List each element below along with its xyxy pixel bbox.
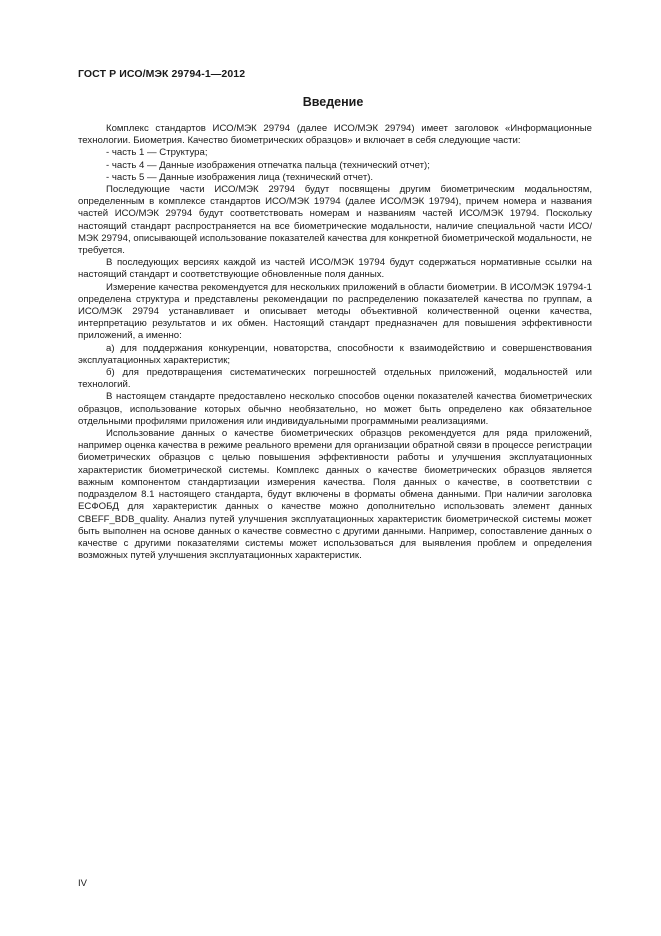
paragraph: В настоящем стандарте предоставлено несколько способов оценки показателей качества биометрических образцов, использование которых обычно необязательно, но может быть определено как обязательное отдельными профилями приложения или индивидуальными программными реализациями.	[78, 391, 592, 427]
paragraph: В последующих версиях каждой из частей ИСО/МЭК 19794 будут содержаться нормативные ссылки на настоящий стандарт и соответствующие обновленные поля данных.	[78, 257, 592, 281]
paragraph: Использование данных о качестве биометрических образцов рекомендуется для ряда приложений, например оценка качества в режиме реального времени для организации обратной связи в процессе регистрации биометрических образцов с целью повышения эффективности работы и улучшения эксплуатационных характеристик биометрической системы. Комплекс данных о качестве биометрических образцов является важным компонентом стандартизации измерения качества. Поля данных о качестве, в соответствии с подразделом 8.1 настоящего стандарта, будут включены в форматы обмена данными. При наличии заголовка ЕСФОБД для характеристик данных о качестве можно дополнительно использовать элемент данных CBEFF_BDB_quality. Анализ путей улучшения эксплуатационных характеристик биометрической системы может быть выполнен на основе данных о качестве совместно с другими данными. Например, сопоставление данных о качестве с другими показателями системы может использоваться для выявления проблем и определения возможных путей улучшения эксплуатационных характеристик.	[78, 428, 592, 562]
list-item: а) для поддержания конкуренции, новаторства, способности к взаимодействию и совершенствования эксплуатационных характеристик;	[78, 342, 592, 366]
paragraph: Измерение качества рекомендуется для нескольких приложений в области биометрии. В ИСО/МЭК 19794-1 определена структура и представлены рекомендации по распределению показателей качества по группам, а ИСО/МЭК 29794 устанавливает и описывает методы объективной количественной оценки качества, интерпретацию результатов и их обмен. Настоящий стандарт предназначен для повышения эффективности приложений, а именно:	[78, 281, 592, 342]
list-item: - часть 1 — Структура;	[106, 147, 208, 159]
list-item: - часть 5 — Данные изображения лица (технический отчет).	[106, 171, 374, 183]
list-item: - часть 4 — Данные изображения отпечатка пальца (технический отчет);	[106, 159, 430, 171]
page-number: IV	[78, 878, 87, 889]
list-item: б) для предотвращения систематических погрешностей отдельных приложений, модальностей или технологий.	[78, 367, 592, 391]
paragraph: Последующие части ИСО/МЭК 29794 будут посвящены другим биометрическим модальностям, определенным в комплексе стандартов ИСО/МЭК 19794 (далее ИСО/МЭК 19794), причем номера и названия частей ИСО/МЭК 29794 будут соответствовать номерам и названиям частей ИСО/МЭК 19794. Поскольку настоящий стандарт распространяется на все биометрические модальности, наличие специальной части ИСО/МЭК 29794, описывающей использование показателей качества для конкретной биометрической модальности, не требуется.	[78, 184, 592, 257]
paragraph: Комплекс стандартов ИСО/МЭК 29794 (далее ИСО/МЭК 29794) имеет заголовок «Информационные технологии. Биометрия. Качество биометрических образцов» и включает в себя следующие части:	[78, 123, 592, 147]
section-title: Введение	[302, 95, 364, 109]
document-code-header: ГОСТ Р ИСО/МЭК 29794-1—2012	[78, 68, 246, 80]
document-body	[78, 123, 592, 562]
